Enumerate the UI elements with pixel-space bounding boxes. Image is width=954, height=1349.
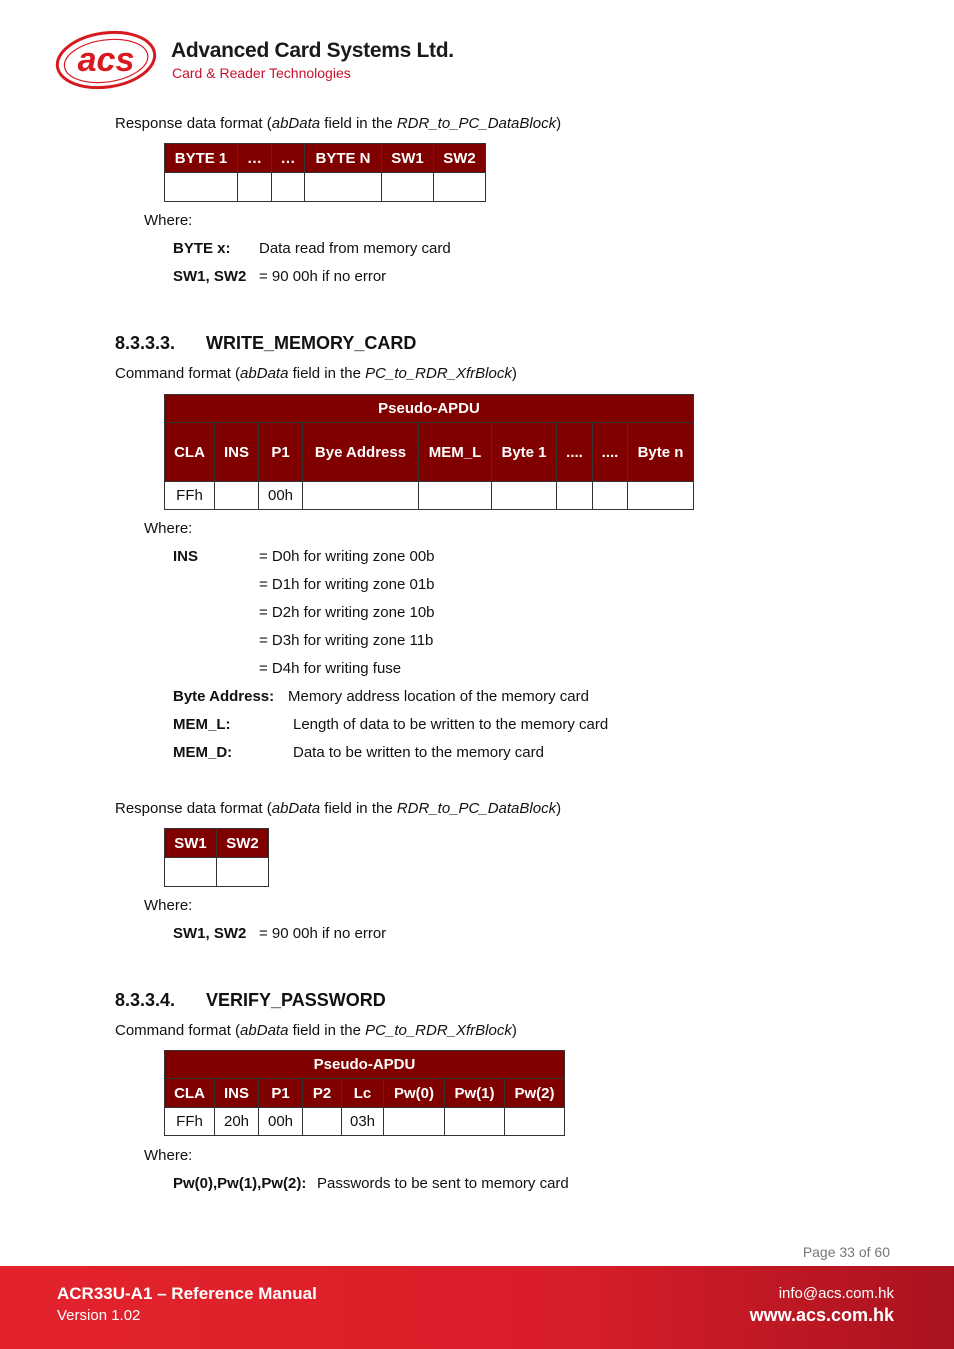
def-term: INS [173, 548, 199, 565]
where-label: Where: [144, 212, 193, 229]
page-number: Page 33 of 60 [802, 1244, 890, 1260]
header-cell: P1 [259, 1079, 303, 1108]
table-cell [238, 173, 272, 202]
def-desc: Data read from memory card [259, 240, 451, 257]
section-heading-write-memory-card: 8.3.3.3. WRITE_MEMORY_CARD [115, 333, 417, 353]
command-table-verify [164, 1050, 565, 1136]
table-cell [434, 173, 486, 202]
def-term: MEM_D: [173, 744, 233, 761]
table-cell [445, 1108, 505, 1136]
where-label: Where: [144, 1147, 193, 1164]
def-desc: = D0h for writing zone 00b [259, 548, 435, 565]
table-cell [492, 482, 557, 510]
table-cell [215, 482, 259, 510]
response-table-write [164, 828, 269, 887]
section-heading-verify-password: 8.3.3.4. VERIFY_PASSWORD [115, 990, 386, 1010]
table-cell [303, 482, 419, 510]
header-cell: … [238, 144, 272, 173]
where-label: Where: [144, 897, 193, 914]
def-term: MEM_L: [173, 716, 231, 733]
def-desc: Memory address location of the memory card [288, 688, 589, 705]
table-cell [217, 858, 269, 887]
table-cell [303, 1108, 342, 1136]
header-cell: P2 [303, 1079, 342, 1108]
header-cell: Byte 1 [492, 423, 557, 482]
def-desc: Length of data to be written to the memory card [293, 716, 609, 733]
def-desc: Passwords to be sent to memory card [317, 1175, 569, 1192]
table-cell: 00h [259, 1108, 303, 1136]
def-term: SW1, SW2 [173, 925, 247, 942]
def-desc: Data to be written to the memory card [293, 744, 544, 761]
def-term: Byte Address: [173, 688, 275, 705]
table-cell: 03h [342, 1108, 384, 1136]
def-desc: = 90 00h if no error [259, 925, 387, 942]
table-cell [505, 1108, 565, 1136]
header-cell: .... [593, 423, 628, 482]
website-link[interactable]: www.acs.com.hk [749, 1305, 894, 1325]
header-cell: Lc [342, 1079, 384, 1108]
table-cell: FFh [165, 482, 215, 510]
header-cell: INS [215, 423, 259, 482]
company-name: Advanced Card Systems Ltd. [171, 39, 454, 62]
contact-email[interactable]: info@acs.com.hk [778, 1285, 894, 1302]
table-cell: 20h [215, 1108, 259, 1136]
table-cell [382, 173, 434, 202]
table-cell [384, 1108, 445, 1136]
table-cell [419, 482, 492, 510]
header-cell: SW1 [165, 829, 217, 858]
def-desc: = 90 00h if no error [259, 268, 387, 285]
table-cell: FFh [165, 1108, 215, 1136]
header-cell: CLA [165, 423, 215, 482]
response-format-intro: Response data format (abData field in the RDR_to_PC_DataBlock) [115, 800, 562, 817]
table-cell: 00h [259, 482, 303, 510]
table-cell [272, 173, 305, 202]
header-cell: SW2 [217, 829, 269, 858]
footer-band [0, 1266, 954, 1349]
header-cell: SW2 [434, 144, 486, 173]
document-version: Version 1.02 [57, 1307, 141, 1324]
command-format-intro: Command format (abData field in the PC_to_RDR_XfrBlock) [115, 365, 517, 382]
header-cell: BYTE N [305, 144, 382, 173]
header-cell: BYTE 1 [165, 144, 238, 173]
table-cell [557, 482, 593, 510]
header-cell: Pw(2) [505, 1079, 565, 1108]
response-table-read [164, 143, 486, 202]
response-format-intro: Response data format (abData field in the RDR_to_PC_DataBlock) [115, 115, 562, 132]
def-desc: = D3h for writing zone 11b [259, 632, 434, 649]
def-desc: = D1h for writing zone 01b [259, 576, 435, 593]
def-term: Pw(0),Pw(1),Pw(2): [173, 1175, 307, 1192]
table-cell [593, 482, 628, 510]
def-term: BYTE x: [173, 240, 231, 257]
header-cell: MEM_L [419, 423, 492, 482]
header-cell: CLA [165, 1079, 215, 1108]
table-cell [305, 173, 382, 202]
acs-logo-icon [55, 30, 157, 90]
command-table-write [164, 394, 694, 510]
header-cell: P1 [259, 423, 303, 482]
def-term: SW1, SW2 [173, 268, 247, 285]
command-format-intro: Command format (abData field in the PC_to_RDR_XfrBlock) [115, 1022, 517, 1039]
company-tagline: Card & Reader Technologies [172, 65, 351, 81]
def-desc: = D4h for writing fuse [259, 660, 402, 677]
header-cell: .... [557, 423, 593, 482]
def-desc: = D2h for writing zone 10b [259, 604, 435, 621]
where-label: Where: [144, 520, 193, 537]
company-logo [55, 30, 465, 94]
table-title: Pseudo-APDU [165, 395, 694, 423]
table-cell [165, 173, 238, 202]
header-cell: … [272, 144, 305, 173]
header-cell: Bye Address [303, 423, 419, 482]
header-cell: Pw(1) [445, 1079, 505, 1108]
header-cell: INS [215, 1079, 259, 1108]
header-cell: Byte n [628, 423, 694, 482]
svg-text:acs: acs [77, 41, 135, 79]
table-title: Pseudo-APDU [165, 1051, 565, 1079]
document-title: ACR33U-A1 – Reference Manual [57, 1284, 317, 1303]
header-cell: Pw(0) [384, 1079, 445, 1108]
header-cell: SW1 [382, 144, 434, 173]
table-cell [628, 482, 694, 510]
table-cell [165, 858, 217, 887]
